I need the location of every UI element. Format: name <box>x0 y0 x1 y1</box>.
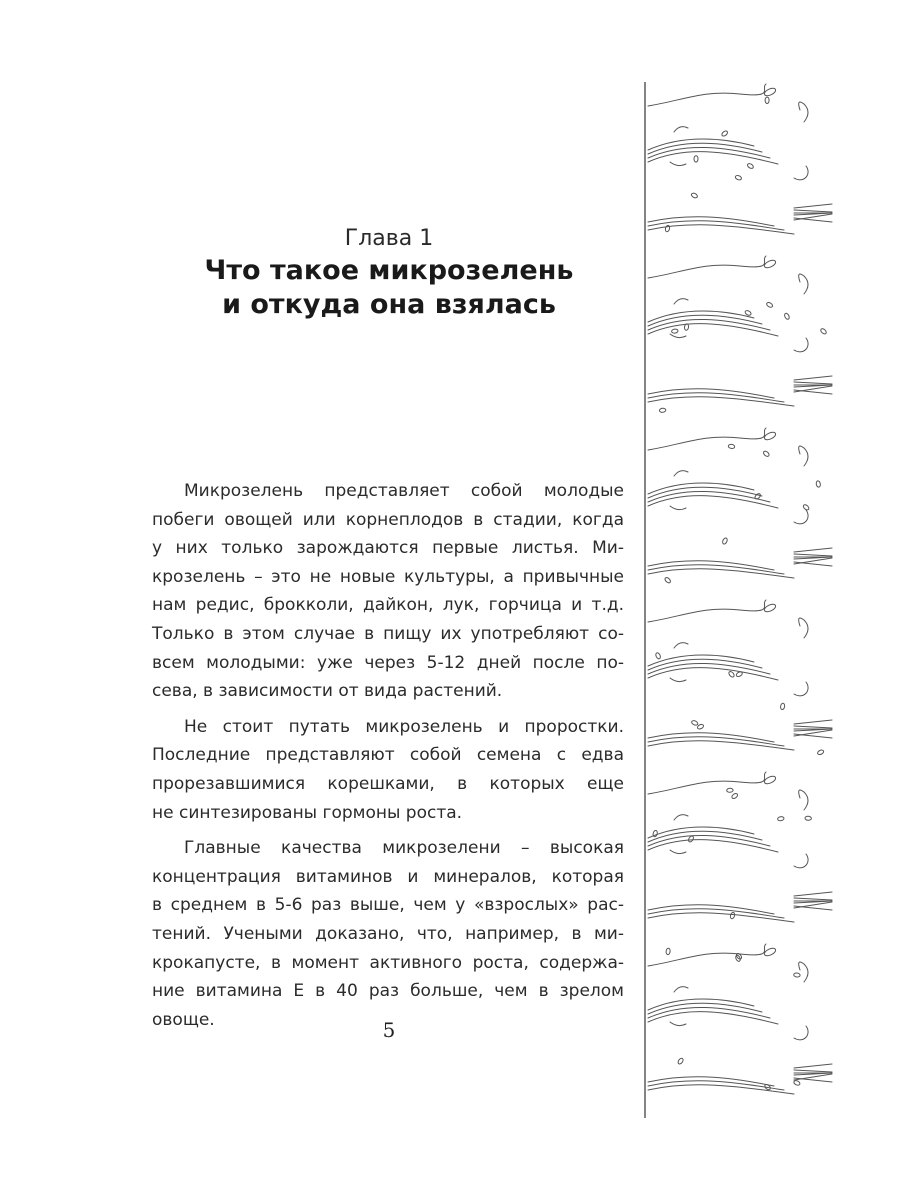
chapter-title <box>150 254 628 322</box>
page-number: 5 <box>382 1018 396 1042</box>
text-line: в среднем в 5-6 раз выше, чем у «взрослых» рас- <box>152 895 624 916</box>
text-line: крозелень – это не новые культуры, а привычные <box>152 566 624 587</box>
paragraph <box>152 834 624 1034</box>
paragraph <box>152 477 624 706</box>
text-line: Главные качества микрозелени – высокая <box>184 838 624 859</box>
text-line: нам редис, брокколи, дайкон, лук, горчица и т.д. <box>152 595 624 616</box>
text-line: Последние представляют собой семена с едва <box>152 745 624 766</box>
text-line: прорезавшимися корешками, в которых еще <box>152 773 624 794</box>
text-line: побеги овощей или корнеплодов в стадии, когда <box>152 509 624 530</box>
sprout-pattern-icon <box>644 82 836 1118</box>
text-line: у них только зарождаются первые листья. Ми- <box>152 538 624 559</box>
text-line: ние витамина Е в 40 раз больше, чем в зрелом <box>152 981 624 1002</box>
text-line: концентрация витаминов и минералов, которая <box>152 866 624 887</box>
text-line: тений. Учеными доказано, что, например, в ми- <box>152 923 624 944</box>
text-line: всем молодыми: уже через 5-12 дней после по- <box>152 652 624 673</box>
text-line: крокапусте, в момент активного роста, содержа- <box>152 952 624 973</box>
text-line: овоще. <box>152 1009 215 1030</box>
chapter-title-line: и откуда она взялась <box>222 289 556 320</box>
text-line: не синтезированы гормоны роста. <box>152 802 463 823</box>
chapter-label: Глава 1 <box>344 226 434 251</box>
text-line: Микрозелень представляет собой молодые <box>184 481 624 501</box>
body-text <box>152 477 624 1041</box>
text-line: Не стоит путать микрозелень и проростки. <box>184 716 624 737</box>
text-line: сева, в зависимости от вида растений. <box>152 681 503 702</box>
paragraph <box>152 713 624 827</box>
chapter-title-line: Что такое микрозелень <box>204 255 574 286</box>
text-line: Только в этом случае в пищу их употребляют со- <box>152 623 624 644</box>
